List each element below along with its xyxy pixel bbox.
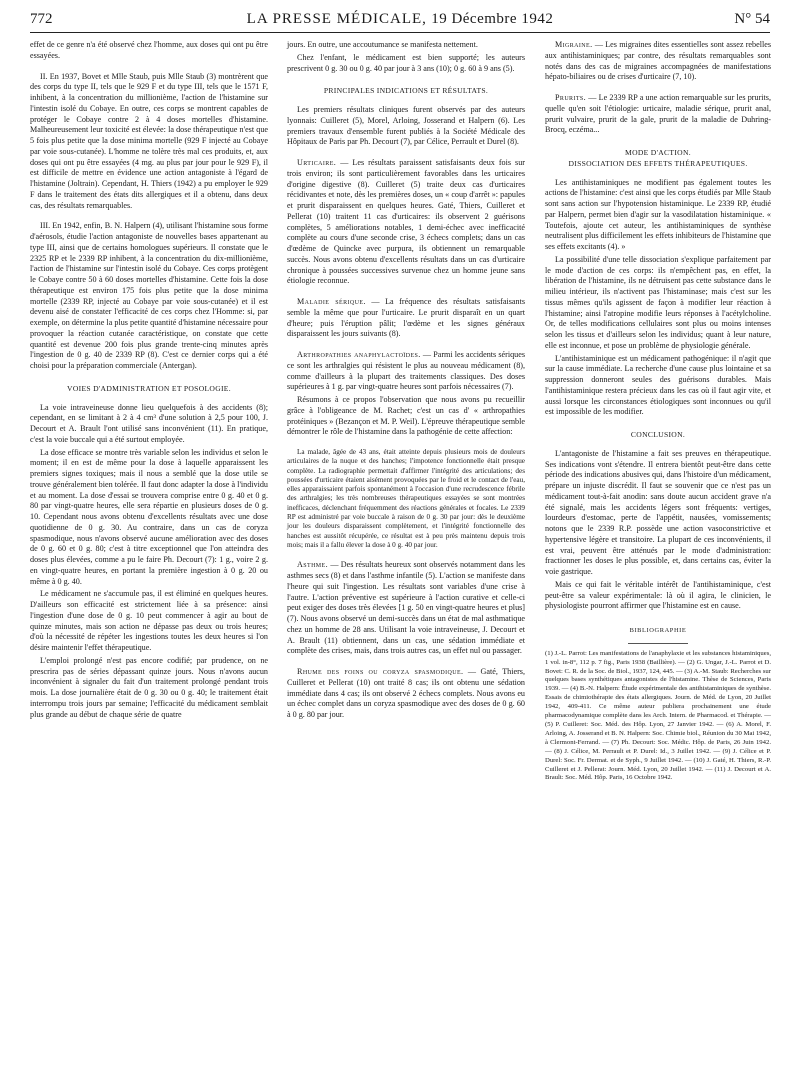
paragraph: Le médicament ne s'accumule pas, il est éliminé en quelques heures. D'ailleurs son efficacité est strictement liée à sa présence: ainsi l'ingestion d'une dose de 0 g. 10 peut commencer à agir au bout de quinze minutes, mais son action ne dépasse pas deux ou trois heures; d'où la nécessité de répéter les ingestions toutes les deux heures si l'on désire maintenir l'effet thérapeutique. (30, 589, 268, 652)
paragraph (287, 158, 525, 287)
paragraph: L'emploi prolongé n'est pas encore codifié; par prudence, on ne prescrira pas de séries dépassant quinze jours. Nous n'avons aucun inconvénient à signaler du fait d'un traitement prolongé pendant trois mois. La dose journalière était de 0 g. 30 ou 0 g. 40; le traitement était interrompu trois jours par semaine; l'efficacité du médicament semblait plus grande au début de chaque série de quatre (30, 655, 268, 719)
issue-date: 19 Décembre 1942 (431, 11, 554, 27)
paragraph: Chez l'enfant, le médicament est bien supporté; les auteurs prescrivent 0 g. 30 ou 0 g. 40 par jour à 3 ans (10); 0 g. 60 à 9 ans (5). (287, 52, 525, 73)
paragraph (545, 40, 771, 83)
paragraph: La voie intraveineuse donne lieu quelquefois à des accidents (8); cependant, en se limitant à 2 à 4 cm³ d'une solution à 2,5 pour 100, J. Decourt et A. Brault l'ont utilisé sans inconvénient (11). En pratique, c'est la voie buccale qui a été surtout employée. (30, 402, 268, 444)
section-heading: PRINCIPALES INDICATIONS ET RÉSULTATS. (323, 86, 489, 96)
paragraph-text: — Des résultats heureux sont observés notamment dans les asthmes secs (8) et dans l'asthme infantile (5). L'action se manifeste dans l'heure qui suit l'ingestion. Les résultats sont variables d'une crise à l'autre. L'action préventive est supérieure à l'action curative et celle-ci peut exiger des doses très élevées [1 g. 50 en vingt-quatre heures et plus] (7). Nous avons observé un demi-succès dans un état de mal asthmatique chez un homme de 28 ans. Utilisant la voie intraveineuse, J. Decourt et A. Brault (11) obtiennent, dans un cas, une sédation immédiate et complète des crises, mais, dans trois autres cas, un effet nul ou passager. (287, 560, 525, 656)
paragraph (287, 560, 525, 657)
case-report: La malade, âgée de 43 ans, était atteinte depuis plusieurs mois de douleurs articulaires de la nuque et des hanches; l'impotence fonctionnelle était presque complète. La radiographie permettait d'affirmer l'intégrité des articulations; des poussées d'urticaire étaient aisément provoquées par le froid et le contact de l'eau, elles apparaissaient parfois spontanément à l'occasion d'une recrudescence fébrile des arthralgies; les très nombreuses thérapeutiques essayées se sont montrées inefficaces, déclenchant fréquemment des réactions générales et focales. Le 2339 RP est administré par voie buccale à raison de 0 g. 30 par jour: dès le deuxième jour les douleurs disparaissent complètement, et l'intégrité fonctionnelle des hanches est aussitôt récupérée, ce résultat est à peu près maintenu depuis trois mois; mais il a fallu élever la dose à 0 g. 40 par jour. (287, 448, 525, 549)
paragraph (287, 350, 525, 393)
paragraph (287, 667, 525, 721)
paragraph: Les antihistaminiques ne modifient pas également toutes les actions de l'histamine: c'est ainsi que les corps étudiés par Mlle Staub sont sans action sur l'hypotension histaminique. Le 2339 RP, étudié par Halpern, permet bien d'agir sur la vasodilatation histaminique. « Toutefois, ajoute cet auteur, les antihistaminiques de synthèse neutralisent plus difficilement les effets inhibiteurs de l'histamine que ses effets excitants (4). » (545, 177, 771, 251)
paragraph: III. En 1942, enfin, B. N. Halpern (4), utilisant l'histamine sous forme d'aérosols, étudie l'action antagoniste de nouvelles bases appartenant au type III, ainsi que de certains homologues supérieurs. Il constate que le 2325 RP et le 2339 RP inhibent, à la concentration du dix-millionième, l'action de l'histamine sur l'intestin isolé du Cobaye. Ces corps protègent le Cobaye contre 50 à 60 doses mortelles d'histamine. Cette fois la dose thérapeutique est environ 175 fois plus petite que la dose minima mortelle (2339 RP, injecté au Cobaye par voie sous-cutanée) et il est devenu aisé de constater l'efficacité de ces corps chez l'Homme: si, par exemple, on détermine la plus petite quantité d'histamine nécessaire pour provoquer la réaction cutanée caractéristique, on constate que cette quantité est devenue 200 fois plus grande trente-cinq minutes après l'ingestion de 0 g. 40 de 2339 RP (8). C'est ce dernier corps qui a été choisi pour la préparation commerciale (Antergan). (30, 221, 268, 370)
paragraph: L'antihistaminique est un médicament pathogénique: il n'agit que sur la cause immédiate. La recherche d'une cause plus lointaine et sa suppression donneront seules des guérisons durables. Mais l'antihistaminique restera précieux dans les cas où il faut agir vite, et aussi lorsque les circonstances étiologiques sont inconnues ou qu'il est impossible de les modifier. (545, 353, 771, 417)
paragraph (545, 93, 771, 136)
paragraph-text: — Gaté, Thiers, Cuilleret et Pellerat (10) ont traité 8 cas; ils ont obtenu une sédation immédiate dans 4 cas; ils ont observé 2 échecs complets. Nous avons eu un échec complet dans un coryza spasmodique avec des doses de 0 g. 60 à 0 g. 80 par jour. (287, 667, 525, 720)
paragraph: L'antagoniste de l'histamine a fait ses preuves en thérapeutique. Ses indications vont s'étendre. Il entrera bientôt peut-être dans cette période des indications abusives qui, dans l'histoire d'un médicament, prépare un injuste discrédit. Il faut se souvenir que ce n'est pas un médicament tout-à-fait anodin: sans doute aucun accident grave n'a été signalé, mais les accidents légers sont fréquents: vertiges, lourdeurs d'estomac, perte de l'appétit, nausées, vomissements; notons que le 2339 R.P. possède une action vasoconstrictive et hypertensive légère et transitoire. La plupart de ces inconvénients, il est vrai, peuvent être atténués par le mode d'administration: fractionner les doses le plus possible, et, dans certains cas, éviter la voie gastrique. (545, 448, 771, 576)
divider (628, 643, 688, 644)
bibliography-title: BIBLIOGRAPHIE (629, 627, 687, 634)
section-heading (545, 148, 771, 170)
page-header (30, 8, 770, 33)
paragraph: La possibilité d'une telle dissociation s'explique parfaitement par le mode d'action de ces corps: ils n'empêchent pas, en effet, la libération de l'histamine, ils ne détruisent pas cette substance dans le milieu intérieur, ils n'activent pas l'histaminase; mais c'est sur les tissus mêmes qu'ils agissent de façon à modifier leur réaction à l'histamine; ainsi l'atropine modifie leurs réponses à l'acétylcholine. Or, de telles modifications cellulaires sont plus ou moins intenses selon les tissus et d'ailleurs selon les individus; quant à leur nature, elle est inconnue, et pose un problème de physiologie générale. (545, 254, 771, 350)
indication-label: Asthme. (297, 560, 329, 570)
section-subheading: DISSOCIATION DES EFFETS THÉRAPEUTIQUES. (568, 158, 748, 168)
indication-label: Prurits. (555, 93, 587, 102)
paragraph-text: — Le 2339 RP a une action remarquable sur les prurits, quelle qu'en soit l'étiologie: urticaire, maladie sérique, prurit anal, prurit vulvaire, prurit de la gale, prurit de la maladie de Duhring-Brocq, eczéma... (545, 93, 771, 135)
paragraph (287, 297, 525, 340)
paragraph-text: — Parmi les accidents sériques ce sont les arthralgies qui résistent le plus au nouveau médicament (8), comme d'ailleurs à la plupart des traitements classiques. Des doses supérieures à 1 g. par vingt-quatre heures sont parfois nécessaires (7). (287, 350, 525, 392)
column-3 (545, 40, 771, 783)
paragraph: jours. En outre, une accoutumance se manifesta nettement. (287, 40, 478, 49)
paragraph-text: — Les résultats paraissent satisfaisants deux fois sur trois environ; ils sont particulièrement favorables dans les urticaires d'origine digestive (8). Cuilleret (5) traite deux cas d'urticaires récidivantes et note, dès les premières doses, un « coup d'arrêt »: papules et prurit disparaissent en quelques heures. Gaté, Thiers, Cuilleret et Pellerat (10) traitent 11 cas d'urticaires: ils observent 2 guérisons complètes, 5 améliorations notables, 1 demi-échec avec inefficacité complète au cours d'une seconde crise, 3 échecs complets; dans un cas d'œdème de Quincke avec purpura, ils obtiennent un remarquable succès. Nous avons obtenu d'excellents résultats dans un cas d'urticaire chronique à poussées successives survenue chez un homme jeune sans étiologie reconnue. (287, 158, 525, 286)
journal-title (30, 11, 770, 28)
column-1 (30, 40, 268, 722)
indication-label: Rhume des foins ou coryza spasmodique. (297, 667, 464, 677)
paragraph: Résumons à ce propos l'observation que nous avons pu recueillir grâce à l'obligeance de M. Rachet; c'est un cas d' « arthropathies protéiniques » (Bezançon et M. P. Weil). L'épreuve thérapeutique semble démontrer le rôle de l'histamine dans la pathogénie de cette affection: (287, 395, 525, 437)
paragraph: La dose efficace se montre très variable selon les individus et selon le moment; il en est de même pour la dose à laquelle apparaissent les premiers signes toxiques; mais il nous a semblé que la dose utile se trouve généralement bien tolérée. Il faut donc adapter la dose à l'individu et au moment. La dose d'essai se trouvera comprise entre 0 g. 40 et 0 g. 80 par vingt-quatre heures, elle sera répartie en plusieurs doses de 0 g. 10. Cependant nous avons obtenu d'excellents résultats avec une dose quotidienne de 0 g. 30. Au contraire, dans un cas de coryza spasmodique, nous n'avons observé aucune amélioration avec des doses de 0 g. 60 et 0 g. 80; c'est à titre exceptionnel que l'on atteindra des doses plus élevées, comme a pu le faire Ph. Decourt (7): 1 g., voire 2 g. en vingt-quatre heures, en portant la première ingestion à 0 g. 20 ou même à 0 g. 40. (30, 447, 268, 586)
paragraph-text: — La fréquence des résultats satisfaisants semble la même que pour l'urticaire. Le prurit disparaît en un quart d'heure; puis l'éruption pâlit; l'œdème et les signes généraux disparaissent les jours suivants (8). (287, 297, 525, 339)
bibliography-text: (1) J.-L. Parrot: Les manifestations de l'anaphylaxie et les substances histaminiques, 1 vol. in-8°, 112 p. 7 fig., Paris 1938 (Baillière). — (2) G. Ungar, J.-L. Parrot et D. Bovet: C. R. de la Soc. de Biol., 1937, 124, 445. — (3) A.-M. Staub: Recherches sur quelques bases synthétiques antagonistes de l'histamine. Thèse de Sciences, Paris 1939. — (4) B.-N. Halpern: Étude expérimentale des antihistaminiques de synthèse. Essais de chimiothérapie des états allergiques. Journ. de Méd. de Lyon, 20 Juillet 1942, 409-411. Ce même auteur publiera prochainement une étude pharmacodynamique complète dans les Arch. Intern. de Pharmacod. et Thérapie. — (5) P. Cuilleret: Soc. Méd. des Hôp. Lyon, 27 Janvier 1942. — (6) A. Morel, F. Arloing, A. Josserand et B. N. Halpern: Soc. Chimie biol., Réunion du 30 Mai 1942, à Clermont-Ferrand. — (7) Ph. Decourt: Soc. Médic. Hôp. de Paris, 26 Juin 1942. — (8) J. Célice, M. Perrault et P. Durel: Id., 3 Juillet 1942. — (9) J. Célice et P. Durel: Soc. Fr. Dermat. et de Syph., 9 Juillet 1942. — (10) J. Gaté, H. Thiers, R.-P. Cuilleret et J. Pellerat: Journ. Méd. Lyon, 20 Juillet 1942. — (11) J. Decourt et A. Brault: Soc. Méd. Hôp. Paris, 16 Octobre 1942. (545, 649, 771, 782)
section-heading: VOIES D'ADMINISTRATION ET POSOLOGIE. (67, 383, 231, 393)
bibliography (545, 650, 771, 784)
indication-label: Maladie sérique. (297, 297, 366, 306)
indication-label: Migraine. (555, 40, 593, 49)
page-number: 772 (30, 11, 53, 27)
section-heading-line: MODE D'ACTION. (625, 148, 691, 157)
journal-name: LA PRESSE MÉDICALE, (246, 11, 427, 27)
paragraph: Mais ce qui fait le véritable intérêt de l'antihistaminique, c'est peut-être sa valeur expérimentale: là où il agira, le clinicien, le physiologiste pourront affirmer que l'histamine est en cause. (545, 579, 771, 611)
paragraph: Les premiers résultats cliniques furent observés par des auteurs lyonnais: Cuilleret (5), Morel, Arloing, Josserand et Halpern (6). Les premiers travaux d'ensemble furent publiés à la Société Médicale des Hôpitaux de Paris par Ph. Decourt (7), par Célice, Perrault et Durel (8). (287, 105, 525, 147)
indication-label: Arthropathies anaphylactoïdes. (297, 350, 421, 359)
column-2 (287, 40, 525, 723)
paragraph-text: — Les migraines dites essentielles sont assez rebelles aux antihistaminiques; par contre, des résultats remarquables sont notés dans des cas de migraines accompagnées de manifestations hépato-biliaires ou de crises d'urticaire (7, 10). (545, 40, 771, 82)
paragraph: effet de ce genre n'a été observé chez l'homme, aux doses qui ont pu être essayées. (30, 40, 268, 60)
indication-label: Urticaire. (297, 158, 337, 167)
paragraph: II. En 1937, Bovet et Mlle Staub, puis Mlle Staub (3) montrèrent que des corps du type II, tels que le 929 F et du type III, tels que le 1571 F, inhibent, à la concentration du millionième, l'action de l'histamine sur l'intestin isolé du Cobaye. En outre, ces corps se montrent capables de protéger le Cobaye contre 2 à 4 doses mortelles d'histamine. Malheureusement leur toxicité est élevée: la dose thérapeutique n'est que 5 fois plus petite que la dose minima mortelle (929 F injecté au Cobaye par voie sous-cutanée). L'homme ne tolère très mal ces produits, et, aux doses qui ont pu être essayées (4 mg. au plus par jour pour le 929 F), il est difficile de mettre en évidence une action antagoniste à l'égard de l'histamine (Joltrain). Cependant, H. Thiers (1942) a pu employer le 929 F dans le traitement des états dits allergiques et il a obtenu, dans deux cas, des résultats remarquables. (30, 71, 268, 210)
section-heading: CONCLUSION. (630, 430, 686, 439)
issue-number: N° 54 (734, 11, 770, 27)
